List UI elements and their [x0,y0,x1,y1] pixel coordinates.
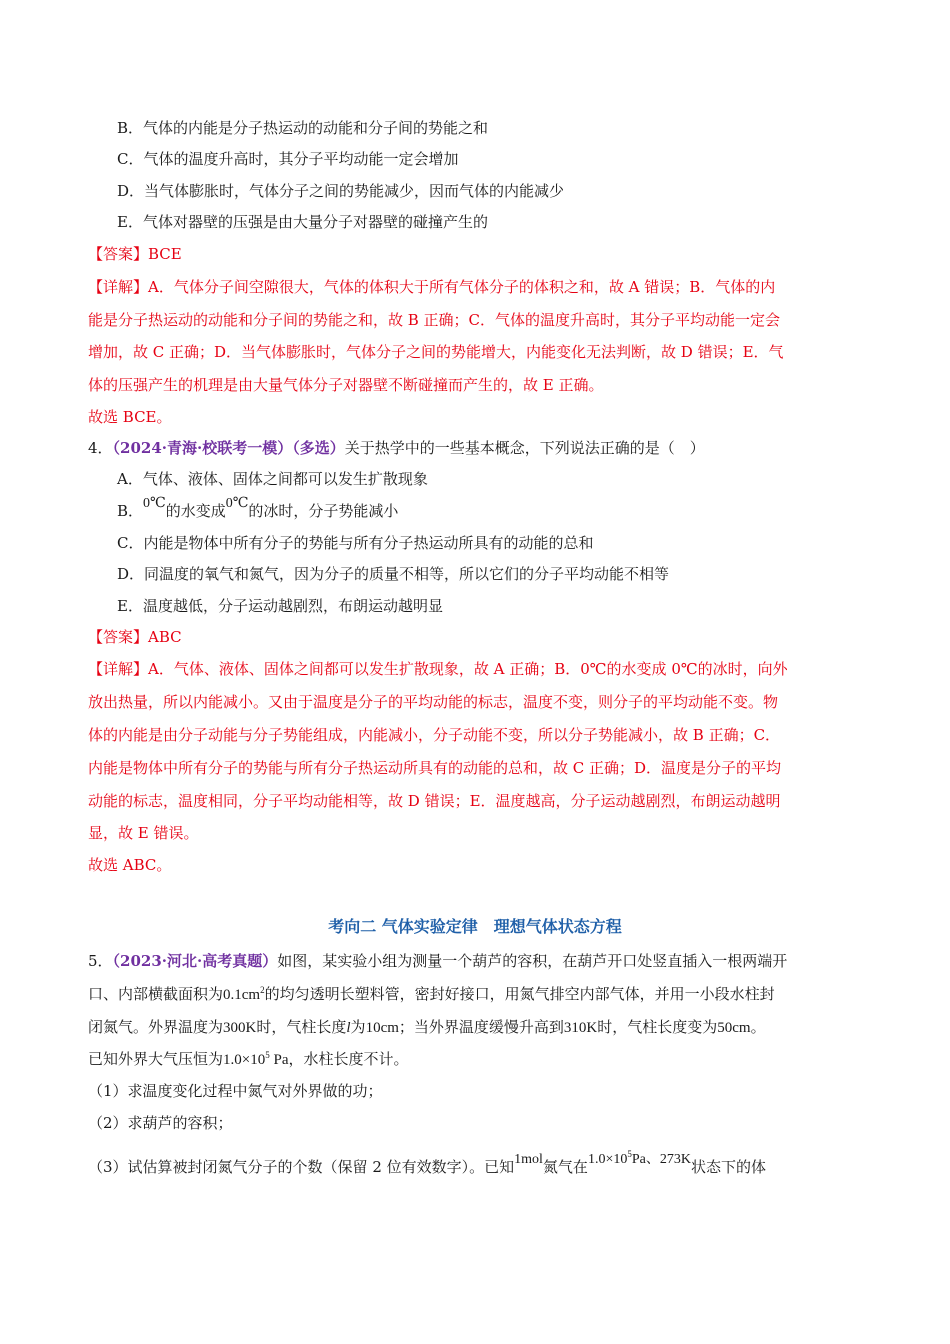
q5-line: 闭氮气。外界温度为300K时，气柱长度l为10cm；当外界温度缓慢升高到310K时，气柱长度变为50cm。 [88,1018,766,1036]
q4-answer: 【答案】ABC [88,628,182,646]
length-symbol: l [346,1020,351,1036]
temperature-value: 310K [563,1020,598,1036]
q4-option-c: C．内能是物体中所有分子的势能与所有分子热运动所具有的动能的总和 [117,534,594,552]
q5-line: 口、内部横截面积为$0.1cm^2$的均匀透明长塑料管，密封好接口，用氮气排空内部气体，并用一小段水柱封 [88,985,775,1003]
q3-option-d: D．当气体膨胀时，气体分子之间的势能减少，因而气体的内能减少 [117,182,565,200]
q3-option-c: C．气体的温度升高时，其分子平均动能一定会增加 [117,150,459,168]
q4-option-d: D．同温度的氧气和氮气，因为分子的质量不相等，所以它们的分子平均动能不相等 [117,565,670,583]
condition-value: $1.0\times 10^5Pa$、273K [587,1149,691,1167]
q5-number: 5． [88,952,113,970]
q4-source-tag: （2024·青海·校联考一模）（多选） [112,439,345,457]
q4-option-a: A．气体、液体、固体之间都可以发生扩散现象 [117,470,428,488]
q4-detail-line: 体的内能是由分子动能与分子势能组成，内能减小，分子动能不变，所以分子势能减小，故 B 正确；C． [88,726,781,744]
q3-conclusion: 故选 BCE。 [88,408,172,426]
q5-line: 已知外界大气压恒为$1.0\times 10^5$ Pa，水柱长度不计。 [88,1050,409,1068]
temperature-value: 0℃ [143,496,166,511]
pressure-value: $1.0\times 10^5$ Pa [223,1050,289,1068]
q4-option-e: E．温度越低，分子运动越剧烈，布朗运动越明显 [117,597,443,615]
q4-option-b: B．0℃的水变成0℃的冰时，分子势能减小 [117,496,399,520]
q3-detail-line: 增加，故 C 正确；D．当气体膨胀时，气体分子之间的势能增大，内能变化无法判断，故 D 错误；E．气 [88,343,784,361]
q3-answer: 【答案】BCE [88,245,182,263]
temperature-value: 0℃ [225,496,249,511]
q3-option-e: E．气体对器壁的压强是由大量分子对器壁的碰撞产生的 [117,213,488,231]
amount-value: 1mol [514,1152,543,1167]
temperature-value: 300K [223,1020,257,1036]
length-value: 10cm [365,1020,399,1036]
q4-stem: 关于热学中的一些基本概念，下列说法正确的是（ ） [344,439,705,457]
section-heading: 考向二 气体实验定律 理想气体状态方程 [328,917,622,936]
q4-detail-line: 内能是物体中所有分子的势能与所有分子热运动所具有的动能的总和，故 C 正确；D．温度是分子的平均 [88,759,782,777]
q5-subquestion-3: （3）试估算被封闭氮气分子的个数（保留 2 位有效数字）。已知1mol氮气在$1.0\times 10^5Pa$、273K状态下的体 [88,1149,766,1176]
q3-detail-line: 体的压强产生的机理是由大量气体分子对器壁不断碰撞而产生的，故 E 正确。 [88,376,604,394]
length-value: 50cm [717,1020,751,1036]
q4-detail-line: 放出热量，所以内能减小。又由于温度是分子的平均动能的标志，温度不变，则分子的平均动能不变。物 [88,693,779,711]
q5-subquestion-2: （2）求葫芦的容积； [88,1114,233,1132]
q4-detail-line: 动能的标志，温度相同，分子平均动能相等，故 D 错误；E．温度越高，分子运动越剧烈，布朗运动越明 [88,792,781,810]
q4-stem-line [0,438,950,458]
q5-source-tag: （2023·河北·高考真题） [112,952,278,970]
q4-detail-line: 【详解】A．气体、液体、固体之间都可以发生扩散现象，故 A 正确；B．0℃的水变成 0℃的冰时，向外 [88,660,788,678]
q4-conclusion: 故选 ABC。 [88,856,172,874]
q5-line: 5．（2023·河北·高考真题）如图，某实验小组为测量一个葫芦的容积，在葫芦开口处竖直插入一根两端开 [88,952,788,970]
q4-detail-line: 显，故 E 错误。 [88,824,199,842]
q3-detail-line: 【详解】A．气体分子间空隙很大，气体的体积大于所有气体分子的体积之和，故 A 错误；B．气体的内 [88,278,776,296]
area-value: $0.1cm^2$ [223,985,265,1003]
q3-option-b: B．气体的内能是分子热运动的动能和分子间的势能之和 [117,119,489,137]
q3-detail-line: 能是分子热运动的动能和分子间的势能之和，故 B 正确；C．气体的温度升高时，其分子平均动能一定会 [88,311,781,329]
q4-number: 4． [88,439,113,457]
q5-subquestion-1: （1）求温度变化过程中氮气对外界做的功； [88,1082,383,1100]
